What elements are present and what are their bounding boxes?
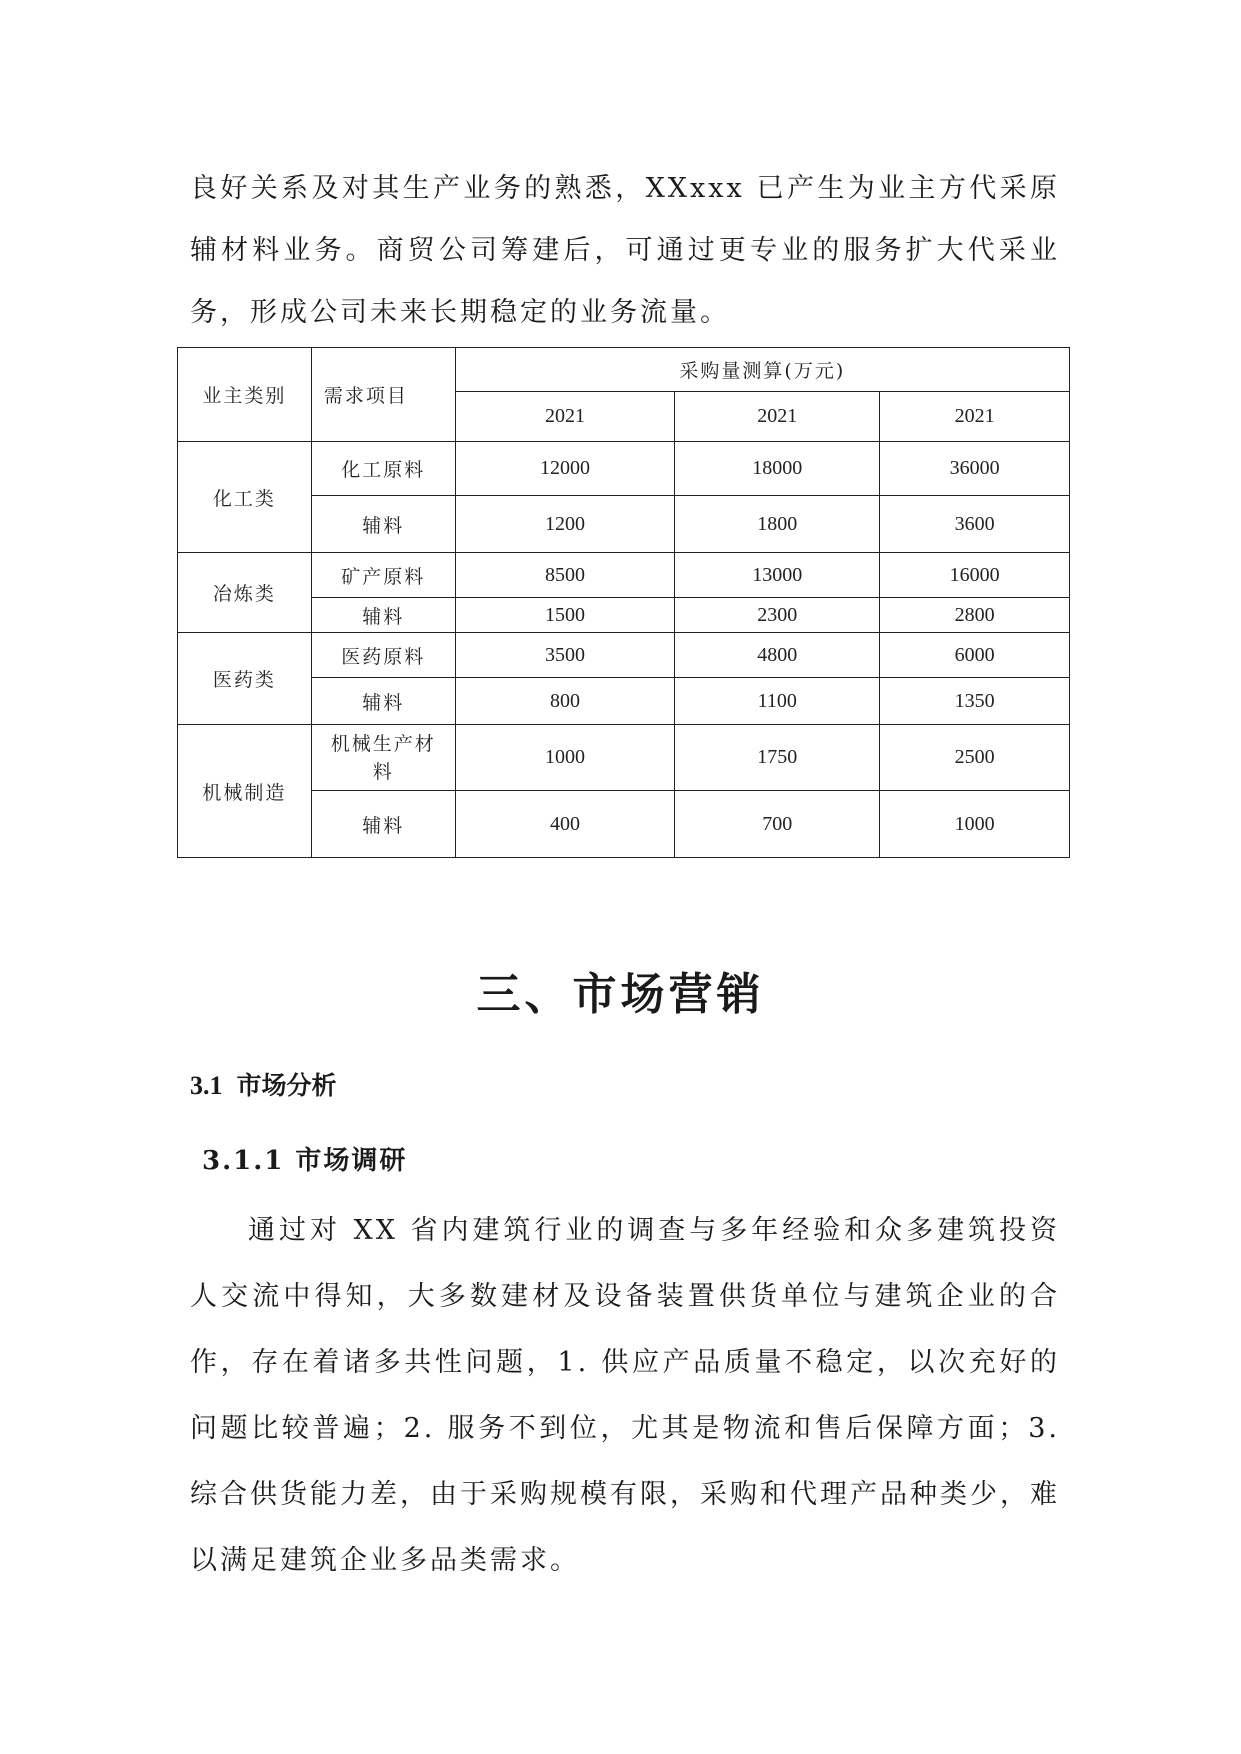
item-cell: 辅料 (311, 496, 455, 553)
value-cell: 2800 (880, 598, 1070, 633)
item-cell: 矿产原料 (311, 553, 455, 598)
value-cell: 2300 (675, 598, 880, 633)
item-cell: 化工原料 (311, 442, 455, 496)
header-year: 2021 (880, 392, 1070, 442)
header-forecast: 采购量测算(万元) (455, 348, 1069, 392)
table-row (178, 633, 1070, 678)
table-row (178, 553, 1070, 598)
value-cell: 1100 (675, 678, 880, 725)
table-row (178, 678, 1070, 725)
header-demand-item: 需求项目 (311, 348, 455, 442)
subsection-heading (190, 1066, 337, 1102)
category-cell: 化工类 (178, 442, 312, 553)
category-cell: 冶炼类 (178, 553, 312, 633)
table-row (178, 442, 1070, 496)
value-cell: 4800 (675, 633, 880, 678)
value-cell: 1000 (880, 791, 1070, 858)
research-paragraph: 通过对 XX 省内建筑行业的调查与多年经验和众多建筑投资人交流中得知，大多数建材及设备装置供货单位与建筑企业的合作，存在着诸多共性问题，1. 供应产品质量不稳定，以次充好的问题比较普遍；2. 服务不到位，尤其是物流和售后保障方面；3. 综合供货能力差，由于采购规模有限，采购和代理产品种类少，难以满足建筑企业多品类需求。 (190, 1215, 1060, 1576)
table-row (178, 791, 1070, 858)
value-cell: 1200 (455, 496, 675, 553)
subsubsection-heading: 3.1.1 市场调研 (202, 1146, 408, 1176)
header-year: 2021 (675, 392, 880, 442)
value-cell: 18000 (675, 442, 880, 496)
item-cell: 医药原料 (311, 633, 455, 678)
value-cell: 1000 (455, 725, 675, 791)
subsection-title: 市场分析 (236, 1071, 337, 1100)
item-cell: 辅料 (311, 791, 455, 858)
item-cell: 辅料 (311, 598, 455, 633)
section-title: 三、市场营销 (476, 969, 765, 1020)
subsection-number: 3.1 (190, 1071, 223, 1100)
table-row (178, 725, 1070, 791)
value-cell: 2500 (880, 725, 1070, 791)
table-row (178, 496, 1070, 553)
value-cell: 700 (675, 791, 880, 858)
category-cell: 医药类 (178, 633, 312, 725)
value-cell: 1750 (675, 725, 880, 791)
value-cell: 1350 (880, 678, 1070, 725)
header-year: 2021 (455, 392, 675, 442)
item-cell: 机械生产材料 (311, 725, 455, 791)
value-cell: 400 (455, 791, 675, 858)
intro-paragraph: 良好关系及对其生产业务的熟悉，XXxxx 已产生为业主方代采原辅材料业务。商贸公司筹建后，可通过更专业的服务扩大代采业务，形成公司未来长期稳定的业务流量。 (190, 173, 1060, 328)
value-cell: 13000 (675, 553, 880, 598)
value-cell: 1500 (455, 598, 675, 633)
value-cell: 3600 (880, 496, 1070, 553)
value-cell: 800 (455, 678, 675, 725)
value-cell: 12000 (455, 442, 675, 496)
value-cell: 3500 (455, 633, 675, 678)
value-cell: 36000 (880, 442, 1070, 496)
value-cell: 16000 (880, 553, 1070, 598)
table-row (178, 598, 1070, 633)
table-header-row (178, 348, 1070, 392)
category-cell: 机械制造 (178, 725, 312, 858)
item-cell: 辅料 (311, 678, 455, 725)
procurement-table (177, 347, 1070, 858)
value-cell: 8500 (455, 553, 675, 598)
header-owner-category: 业主类别 (178, 348, 312, 442)
value-cell: 6000 (880, 633, 1070, 678)
value-cell: 1800 (675, 496, 880, 553)
